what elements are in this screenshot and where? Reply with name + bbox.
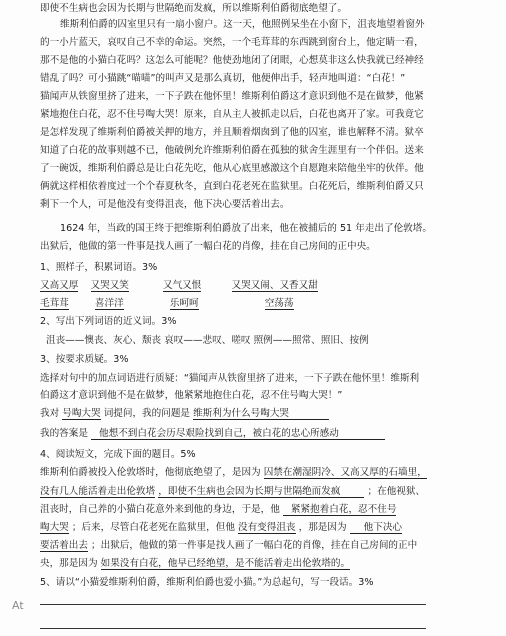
watermark-mark: At bbox=[12, 599, 24, 612]
q4-answer: 紧紧抱着白花，忍不住号 bbox=[283, 504, 397, 516]
q4-answer: 没有几人能活着走出伦敦塔 bbox=[40, 486, 156, 497]
q4-text: ；后来，尽管白花老死在监狱里，但他 bbox=[71, 522, 235, 533]
q1-word-row-1 bbox=[40, 281, 318, 291]
q4-answer: 没有变得沮丧 bbox=[238, 522, 296, 533]
passage-line: 1624 年，当政的国王终于把维斯利伯爵放了出来，他在被捕后的 51 年走出了伦敦塔。 bbox=[60, 223, 432, 234]
q1-word: 又哭又闹、又香又甜 bbox=[231, 280, 318, 291]
q1-word: 喜洋洋 bbox=[94, 298, 124, 309]
q4-answer: 他下决心 bbox=[350, 522, 402, 534]
q4-text: 沮丧时，自己养的小猫白花意外来到他的身边，于是，他 bbox=[40, 504, 280, 515]
passage-line: 了一碗饭，维斯利伯爵总是让白花先吃，他从心底里感激这个自愿跑来陪他坐牢的伙伴。他 bbox=[40, 163, 424, 174]
q4-answer: 啕大哭 bbox=[40, 522, 69, 533]
passage-line: 的一小片蓝天，哀叹自己不幸的命运。突然，一个毛茸茸的东西跳到窗台上，他定睛一看， bbox=[40, 37, 424, 48]
passage-line: 维斯利伯爵的囚室里只有一扇小窗户。这一天，他照例呆坐在小窗下，沮丧地望着窗外 bbox=[60, 19, 425, 30]
passage-line: 出狱后，他做的第一件事是找人画了一幅白花的肖像，挂在自己房间的正中央。 bbox=[40, 241, 376, 252]
q1-word: 空荡荡 bbox=[264, 298, 294, 309]
q1-word: 又哭又笑 bbox=[90, 280, 129, 291]
q4-line bbox=[40, 468, 427, 478]
question-5-prompt: 5、请以“小猫爱维斯利伯爵，维斯利伯爵也爱小猫。”为总起句，写一段话。3% bbox=[40, 577, 374, 588]
q1-word: 又气又恨 bbox=[163, 280, 202, 291]
q3-instruction: 伯爵这才意识到他不是在做梦，他紧紧地抱住白花，忍不住号啕大哭！” bbox=[40, 390, 343, 401]
passage-line: 俩就这样相依着度过一个个春夏秋冬，直到白花老死在监狱里。白花死后，维斯利伯爵又只 bbox=[40, 181, 424, 192]
q3-question-answer: 维斯利为什么号啕大哭 bbox=[193, 408, 329, 420]
q3-choose-mid: 词提问，我的问题是 bbox=[103, 408, 191, 419]
q3-answer-prefix: 我的答案是 bbox=[40, 428, 88, 439]
q3-answer-line bbox=[40, 429, 385, 439]
q4-line bbox=[40, 487, 425, 497]
q1-word: 乐呵呵 bbox=[169, 298, 199, 309]
passage-line: 即使不生病也会因为长期与世隔绝而发疯，所以维斯利伯爵彻底绝望了。 bbox=[40, 3, 347, 14]
q3-choose-prefix: 我对 bbox=[40, 408, 60, 419]
q3-question-line bbox=[40, 409, 329, 419]
q4-text: 央，那是因为 bbox=[40, 558, 98, 569]
passage-line: 那不是他的小猫白花吗？这怎么可能呢？他使劲地闭了闭眼，心想莫非这么快我就已经神经 bbox=[40, 55, 424, 66]
q4-text: ；出狱后，他做的第一件事是找人画了一幅白花的肖像，挂在自己房间的正中 bbox=[91, 540, 418, 551]
q3-answer: 他想不到白花会历尽艰险找到自己，被白花的忠心所感动 bbox=[91, 428, 385, 440]
passage-line: 剩下一个人，可是他没有变得沮丧，他下决心要活着出去。 bbox=[40, 199, 290, 210]
question-1-prompt: 1、照样子，积累词语。3% bbox=[40, 262, 158, 273]
q4-answer: 囚禁在潮湿阴冷、又高又厚的石墙里， bbox=[263, 467, 427, 478]
passage-line: 是怎样发现了维斯利伯爵被关押的地方，并且顺着烟囱到了他的囚室，谁也解释不清。狱卒 bbox=[40, 127, 424, 138]
question-4-prompt: 4、阅读短文，完成下面的题目。5% bbox=[40, 449, 196, 460]
q4-text: ；在他视狱、 bbox=[367, 486, 426, 497]
question-3-prompt: 3、按要求质疑。3% bbox=[40, 354, 129, 365]
q4-answer: ，即使不生病也会因为长期与世隔绝而发疯 bbox=[158, 486, 364, 498]
q1-word: 毛茸茸 bbox=[40, 298, 69, 309]
q4-line bbox=[40, 559, 350, 569]
q3-chosen-word: 号啕大哭 bbox=[62, 408, 101, 419]
passage-line: 猫闻声从铁窗里挤了进来，一下子跌在他怀里！维斯利伯爵这才意识到他不是在做梦，他紧 bbox=[40, 91, 424, 102]
q3-instruction: 选择对句中的加点词语进行质疑：“猫闻声从铁窗里挤了进来，一下子跌在他怀里！维斯利 bbox=[40, 373, 420, 384]
q4-answer: 要活着出去 bbox=[40, 540, 88, 551]
answer-line bbox=[40, 604, 426, 605]
q4-text: 维斯利伯爵被投入伦敦塔时，他彻底绝望了，是因为 bbox=[40, 467, 261, 478]
q1-word: 又高又厚 bbox=[40, 280, 79, 291]
passage-line: 紧地抱住白花，忍不住号啕大哭！原来，自从主人被抓走以后，白花也离开了家。可我竟它 bbox=[40, 109, 424, 120]
q2-answer: 沮丧——懊丧、灰心、颓丧 哀叹——悲叹、嗟叹 照例——照常、照旧、按例 bbox=[46, 335, 369, 346]
passage-line: 知道了白花的故事则越不已，他破例允许维斯利伯爵在孤独的狱舍生涯里有一个伴侣。送来 bbox=[40, 145, 424, 156]
q4-line bbox=[40, 523, 402, 533]
answer-line bbox=[40, 628, 426, 629]
q4-line bbox=[40, 541, 417, 551]
q4-answer: 如果没有白花，他早已经绝望，是不能活着走出伦敦塔的。 bbox=[100, 558, 351, 569]
question-2-prompt: 2、写出下列词语的近义词。3% bbox=[40, 316, 177, 327]
q1-word-row-2 bbox=[40, 299, 294, 309]
q4-text: ，那是因为 bbox=[298, 522, 347, 533]
q4-line bbox=[40, 505, 396, 515]
passage-line: 错乱了吗？可小猫跳“喵喵”的叫声又是那么真切，他便伸出手，轻声地叫道：“白花！” bbox=[40, 73, 406, 84]
